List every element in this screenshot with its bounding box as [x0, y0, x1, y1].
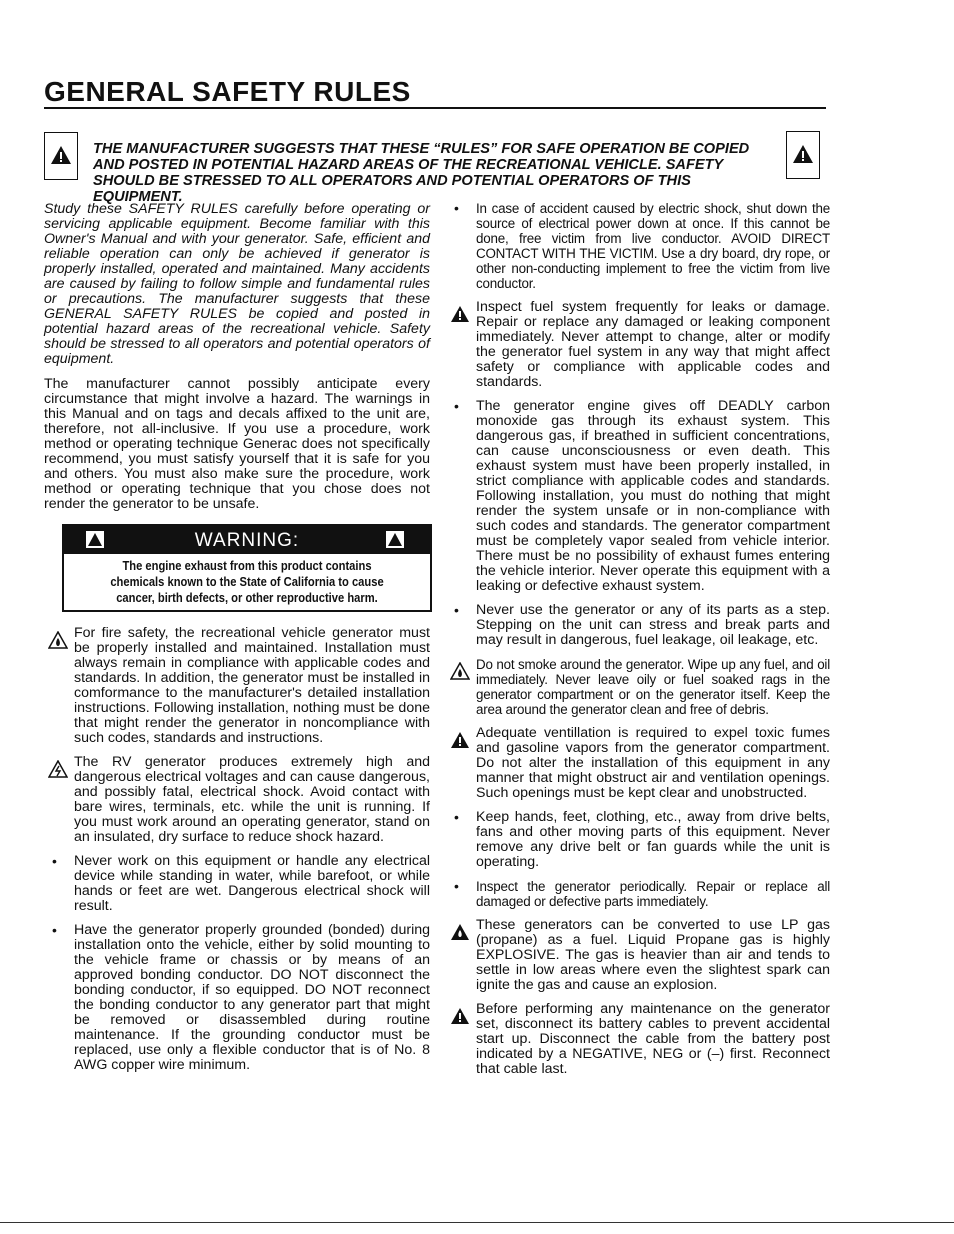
fire-hazard-icon: [450, 662, 470, 683]
fire-hazard-icon: [450, 923, 470, 945]
list-item: Before performing any maintenance on the generator set, disconnect its battery cables to prevent accidental start up. Disconnect the cable from the battery post indicated by a NEGATIVE, NEG or (–) first. Reconnect that cable last.: [446, 1002, 830, 1077]
list-item: • In case of accident caused by electric shock, shut down the source of electrical power down at once. If this cannot be done, free victim from live conductor. AVOID DIRECT CONTACT WITH THE VICTIM. Use a dry board, dry rope, or other non-conducting implement to free the victim from live conductor.: [454, 200, 830, 291]
california-warning-box: [62, 524, 432, 612]
warning-header: [64, 526, 430, 554]
warning-title: WARNING:: [194, 529, 300, 551]
list-item: • Never work on this equipment or handle any electrical device while standing in water, while barefoot, or while hands or feet are wet. Dangerous electrical shock will result.: [52, 853, 430, 914]
warning-triangle-icon: [386, 531, 404, 552]
list-item: • Never use the generator or any of its parts as a step. Stepping on the unit can stress and break parts and may result in dangerous, fuel leakage, oil leakage, etc.: [454, 602, 830, 648]
list-item: Do not smoke around the generator. Wipe up any fuel, and oil immediately. Never leave oily or fuel soaked rags in the generator compartment or on the generator itself. Keep the area around the generator clean and free of debris.: [446, 657, 830, 717]
notice-warning-icon-box-left: [44, 132, 78, 180]
fire-hazard-icon: [48, 631, 68, 653]
warning-triangle-icon: [86, 531, 104, 552]
list-item: • Keep hands, feet, clothing, etc., away from drive belts, fans and other moving parts of this equipment. Never remove any drive belt or fan guards while the unit is operating.: [454, 809, 830, 870]
bullet: •: [454, 398, 459, 414]
notice-warning-icon-box-right: [786, 131, 820, 179]
right-column: [446, 201, 830, 1086]
list-item: • Have the generator properly grounded (bonded) during installation onto the vehicle, either by solid mounting to the vehicle frame or chassis or by means of an approved bonding conductor. DO NOT disconnect the bonding conductor, if so equipped. DO NOT reconnect the bonding conductor to any generator part that might be removed or disassembled during routine maintenance. If the grounding conductor must be replaced, use only a flexible conductor that is of No. 8 AWG copper wire minimum.: [52, 922, 430, 1073]
bullet: •: [52, 853, 57, 869]
list-item: • Inspect the generator periodically. Repair or replace all damaged or defective parts immediately.: [454, 878, 830, 909]
warning-triangle-icon: [450, 1007, 470, 1029]
list-item: The RV generator produces extremely high and dangerous electrical voltages and can cause dangerous, and possibly fatal, electrical shock. Avoid contact with bare wires, terminals, etc. while the unit is running. If you must work around an operating generator, stand on an insulated, dry surface to reduce shock hazard.: [44, 755, 430, 845]
intro-italic-paragraph: Study these SAFETY RULES carefully before operating or servicing applicable equipment. Become familiar with this Owner's Manual and with your generator. Safe, efficient and reliable operation can only be achieved if generator is properly installed, operated and maintained. Many accidents are caused by failing to follow simple and fundamental rules or precautions. The manufacturer suggests that these GENERAL SAFETY RULES be copied and posted in potential hazard areas of the recreational vehicle. Safety should be stressed to all operators and potential operators of equipment.: [44, 201, 430, 367]
bullet: •: [454, 602, 459, 618]
warning-triangle-icon: [450, 305, 470, 327]
safety-notice: THE MANUFACTURER SUGGESTS THAT THESE “RULES” FOR SAFE OPERATION BE COPIED AND POSTED IN POTENTIAL HAZARD AREAS OF THE RECREATIONAL VEHICLE. SAFETY SHOULD BE STRESSED TO ALL OPERATORS AND POTENTIAL OPERATORS OF THIS EQUIPMENT.: [93, 140, 750, 205]
list-item: Inspect fuel system frequently for leaks or damage. Repair or replace any damaged or leaking component immediately. Never attempt to change, alter or modify the generator fuel system in any way that might affect safety or compliance with applicable codes and standards.: [446, 300, 830, 390]
warning-text: The engine exhaust from this product contains chemicals known to the State of California to cause cancer, birth defects, or other reproductive harm.: [110, 558, 384, 605]
title-divider: [44, 107, 826, 109]
list-item: These generators can be converted to use LP gas (propane) as a fuel. Liquid Propane gas is highly EXPLOSIVE. The gas is heavier than air and tends to settle in low areas where even the slightest spark can ignite the gas and cause an explosion.: [446, 918, 830, 993]
list-item: For fire safety, the recreational vehicle generator must be properly installed and maintained. Installation must always remain in compliance with applicable codes and standards. In addition, the generator must be installed in comformance to the manufacturer's detailed installation instructions. Following installation, nothing must be done that might render the generator in noncompliance with such codes, standards and instructions.: [44, 626, 430, 746]
bullet: •: [52, 922, 57, 938]
electric-shock-icon: [48, 760, 68, 782]
intro-paragraph: The manufacturer cannot possibly anticipate every circumstance that might involve a hazard. The warnings in this Manual and on tags and decals affixed to the unit are, therefore, not all-inclusive. If you use a procedure, work method or operating technique Generac does not specifically recommend, you must satisfy yourself that it is safe for you and others. You must also make sure the procedure, work method or operating technique that you chose does not render the generator to be unsafe.: [44, 376, 430, 512]
warning-triangle-icon: [792, 144, 814, 164]
bullet: •: [454, 878, 459, 894]
list-item: Adequate ventillation is required to expel toxic fumes and gasoline vapors from the generator compartment. Do not alter the installation of this equipment in any manner that might obstruct air and ventilation openings. Such openings must be kept clear and unobstructed.: [446, 726, 830, 801]
left-column: [44, 202, 430, 1082]
warning-triangle-icon: [50, 145, 72, 165]
bullet: •: [454, 200, 459, 216]
list-item: • The generator engine gives off DEADLY carbon monoxide gas through its exhaust system. This dangerous gas, if breathed in sufficient concentrations, can cause unconsciousness or even death. This exhaust system must have been properly installed, in strict compliance with applicable codes and standards. Following installation, you must do nothing that might render the system unsafe or in non-compliance with such codes and standards. The generator compartment must be completely vapor sealed from vehicle interior. There must be no possibility of exhaust fumes entering the vehicle interior. Never operate this equipment with a leaking or defective exhaust system.: [454, 398, 830, 594]
page-bottom-divider: [0, 1222, 954, 1223]
warning-triangle-icon: [450, 731, 470, 753]
page-title: GENERAL SAFETY RULES: [44, 76, 411, 107]
bullet: •: [454, 809, 459, 825]
